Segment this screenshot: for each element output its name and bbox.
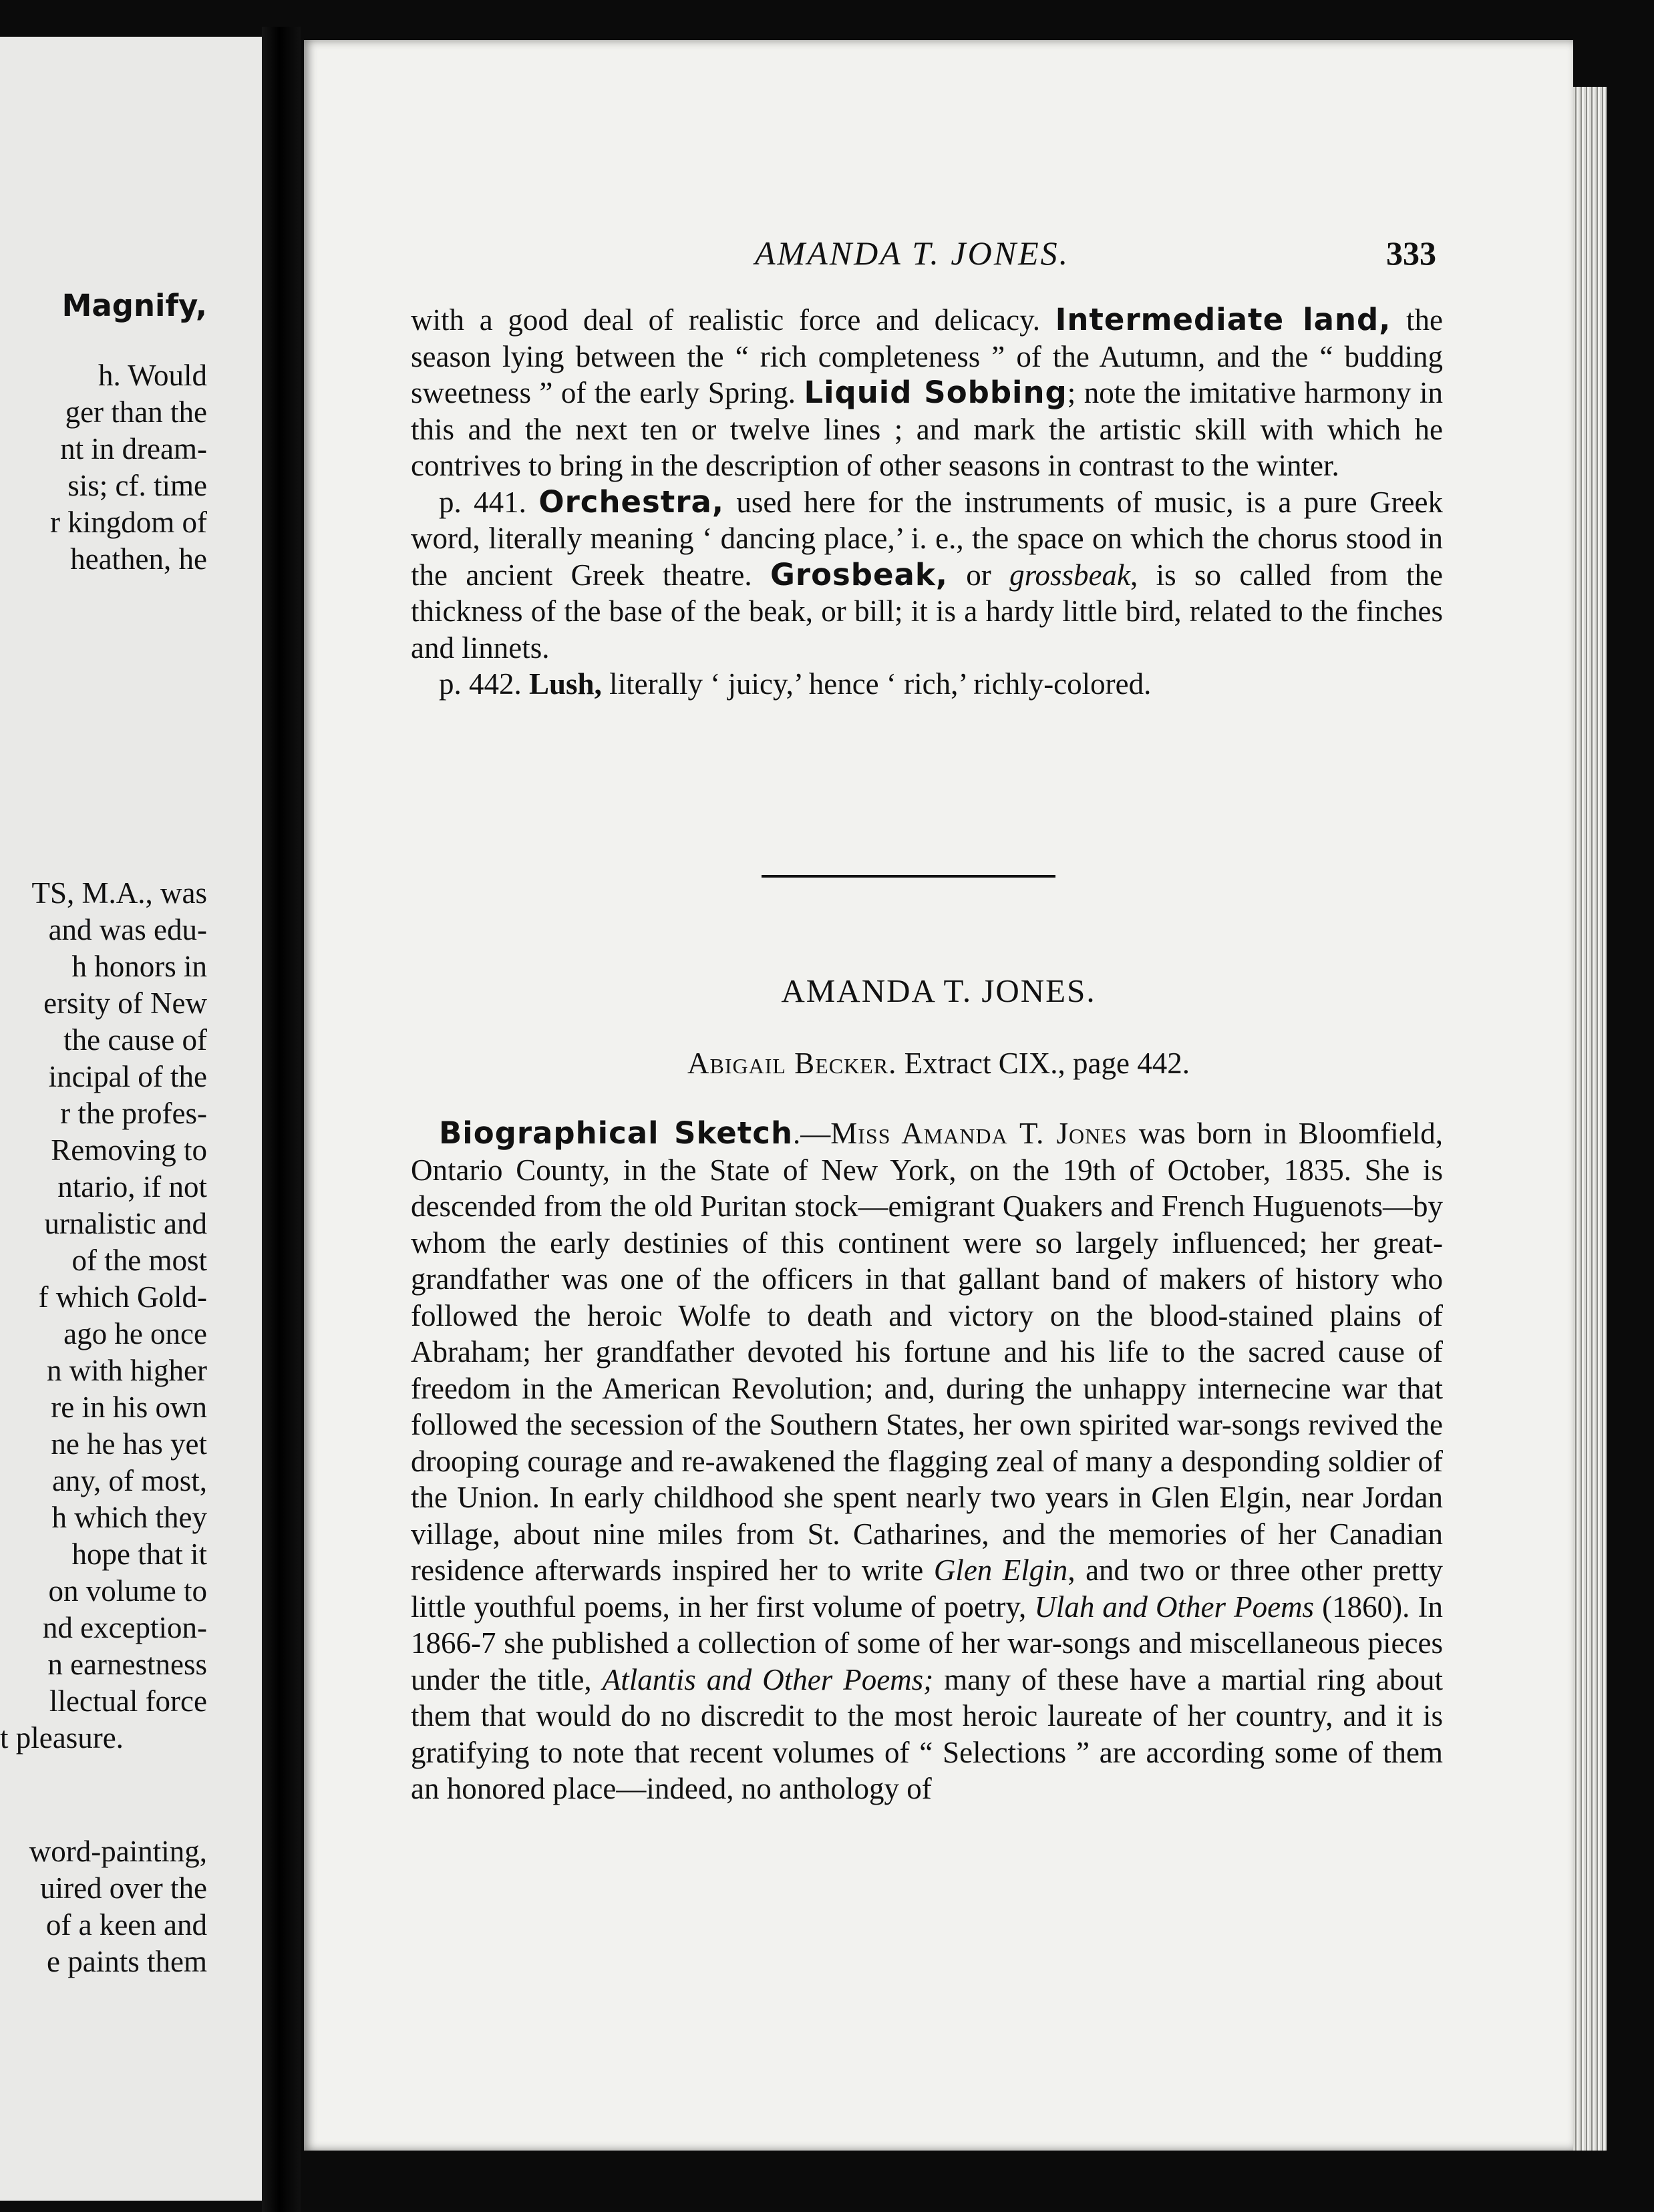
page-edges xyxy=(1573,87,1607,2151)
page-header xyxy=(304,234,1573,281)
section-title: AMANDA T. JONES. xyxy=(781,972,1096,1009)
note-keyword: Orchestra, xyxy=(538,484,724,520)
notes-block xyxy=(411,302,1443,703)
left-fragment: ger than the xyxy=(65,395,207,429)
left-fragment: r the profes- xyxy=(60,1097,207,1130)
left-fragment: Magnify, xyxy=(61,288,207,323)
left-fragment: Removing to xyxy=(51,1133,207,1167)
left-fragment: nt in dream- xyxy=(60,432,207,466)
running-head: AMANDA T. JONES. xyxy=(755,234,1070,272)
section-subtitle: Abigail Becker. Extract CIX., page 442. xyxy=(687,1047,1190,1080)
left-fragment: r kingdom of xyxy=(50,506,207,539)
left-fragment: on volume to xyxy=(48,1574,207,1608)
left-fragment: h honors in xyxy=(71,950,207,983)
note-paragraph: p. 442. Lush, literally ‘ juicy,’ hence ‘ rich,’ richly-colored. xyxy=(439,667,1152,701)
left-fragment: heathen, he xyxy=(70,542,207,576)
left-page xyxy=(0,37,262,2201)
bio-label: Biographical Sketch xyxy=(439,1115,794,1151)
right-page xyxy=(304,40,1573,2151)
left-fragment: the cause of xyxy=(63,1023,207,1057)
left-fragment: n with higher xyxy=(47,1354,207,1387)
left-fragment: incipal of the xyxy=(48,1060,207,1093)
left-fragment: t pleasure. xyxy=(0,1721,124,1755)
bio-paragraph: Biographical Sketch.—Miss Amanda T. Jones was born in Bloomfield, Ontario County, in the State of New York, on the 19th of October, 1835. She is descended from the old Puritan stock—emigrant Quakers and French Huguenots—by whom the early destinies of this continent were so largely influenced; her great-grandfather was one of the officers in that gallant band of makers of history who followed the heroic Wolfe to death and victory on the blood-stained plains of Abraham; her grandfather devoted his fortune and his life to the sacred cause of freedom in the American Revolution; and, during the unhappy internecine war that followed the secession of the Southern States, her own spirited war-songs revived the drooping courage and re-awakened the flagging zeal of many a desponding soldier of the Union. In early childhood she spent nearly two years in Glen Elgin, near Jordan village, about nine miles from St. Catharines, and the memories of her Canadian residence afterwards inspired her to write Glen Elgin, and two or three other pretty little youthful poems, in her first volume of poetry, Ulah and Other Poems (1860). In 1866-7 she published a collection of some of her war-songs and miscellaneous pieces under the title, Atlantis and Other Poems; many of these have a martial ring about them that would do no discredit to the most heroic laureate of her country, and it is gratifying to note that recent volumes of “ Selections ” are according some of them an honored place—indeed, no anthology of xyxy=(411,1115,1444,1805)
biographical-sketch xyxy=(411,1115,1443,1807)
left-fragment: nd exception- xyxy=(42,1611,207,1644)
left-fragment: ne he has yet xyxy=(51,1427,207,1461)
note-keyword: Grosbeak, xyxy=(770,556,948,592)
book-gutter xyxy=(262,27,301,2212)
left-fragment: h. Would xyxy=(98,359,207,392)
left-fragment: e paints them xyxy=(47,1945,207,1978)
left-fragment: f which Gold- xyxy=(38,1280,207,1314)
left-fragment: n earnestness xyxy=(47,1648,207,1681)
note-keyword: Liquid Sobbing xyxy=(804,375,1067,410)
section-divider xyxy=(762,875,1055,878)
left-fragment: of the most xyxy=(71,1244,207,1277)
left-fragment: re in his own xyxy=(51,1391,207,1424)
note-paragraph: p. 441. Orchestra, used here for the instruments of music, is a pure Greek word, literally meaning ‘ dancing place,’ i. e., the space on which the chorus stood in the ancient Greek theatre. Grosbeak, or grossbeak, is so called from the thickness of the base of the beak, or bill; it is a hardy little bird, related to the finches and linnets. xyxy=(411,484,1444,665)
left-fragment: word-painting, xyxy=(29,1835,207,1868)
left-fragment: ntario, if not xyxy=(57,1170,207,1204)
note-paragraph: with a good deal of realistic force and delicacy. Intermediate land, the season lying between the “ rich completeness ” of the Autumn, and the “ budding sweetness ” of the early Spring. Liquid Sobbing; note the imitative harmony in this and the next ten or twelve lines ; and mark the artistic skill with which he contrives to bring in the description of other seasons in contrast to the winter. xyxy=(411,302,1443,482)
left-fragment: ago he once xyxy=(63,1317,207,1350)
left-fragment: of a keen and xyxy=(45,1908,207,1942)
scan-background xyxy=(1607,0,1654,2212)
left-fragment: ersity of New xyxy=(43,986,207,1020)
page-number: 333 xyxy=(1386,234,1436,272)
note-keyword: Intermediate land, xyxy=(1055,302,1391,337)
left-fragment: any, of most, xyxy=(51,1464,207,1497)
left-fragment: sis; cf. time xyxy=(67,469,207,502)
left-fragment: urnalistic and xyxy=(44,1207,207,1240)
left-fragment: llectual force xyxy=(49,1684,207,1718)
left-fragment: uired over the xyxy=(40,1871,207,1905)
left-fragment: TS, M.A., was xyxy=(31,876,207,910)
note-keyword: Lush, xyxy=(529,667,602,701)
left-fragment: h which they xyxy=(51,1501,207,1534)
left-fragment: hope that it xyxy=(71,1537,207,1571)
left-fragment: and was edu- xyxy=(48,913,207,946)
